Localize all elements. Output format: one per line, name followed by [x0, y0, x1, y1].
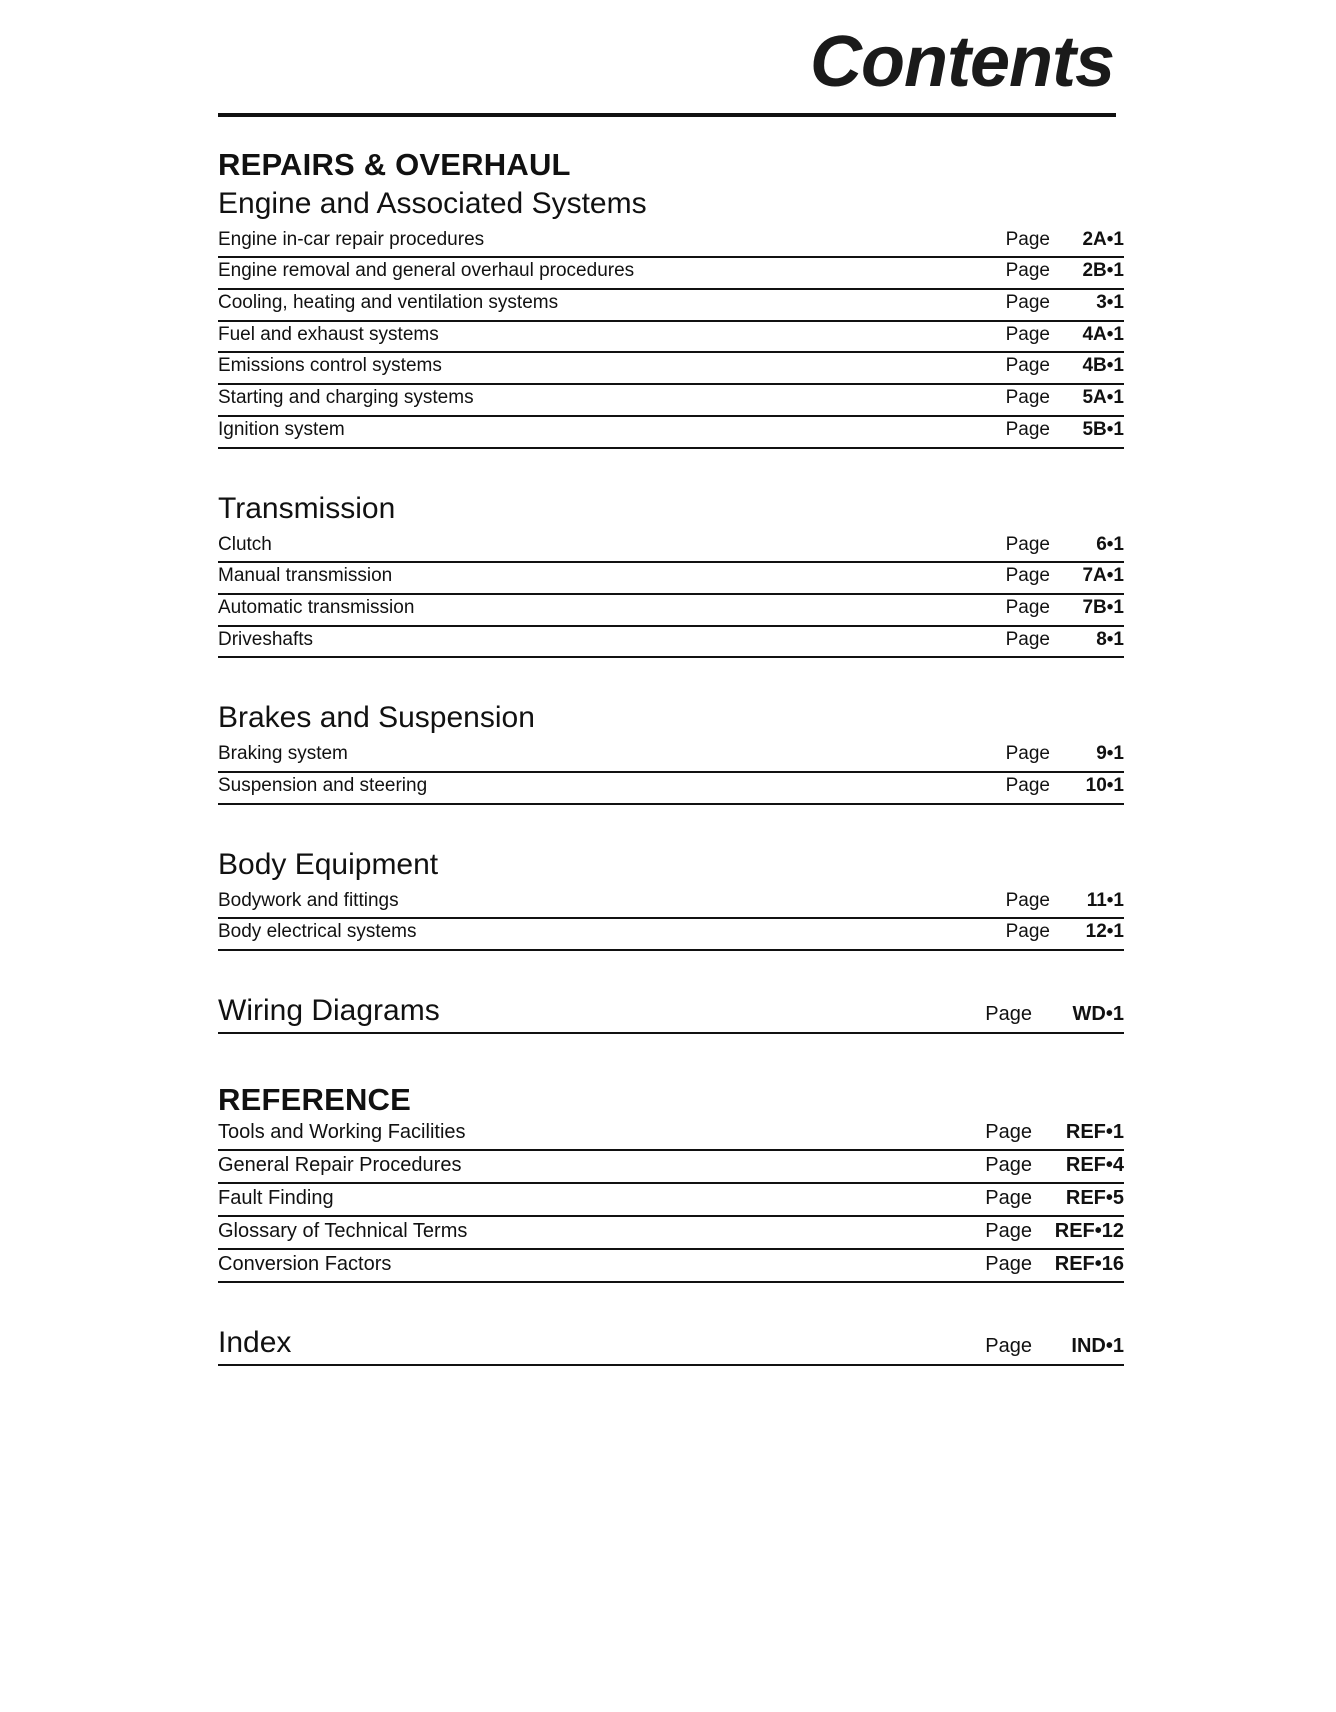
toc-entry-label: Braking system — [218, 743, 348, 765]
section-heading: Transmission — [218, 491, 396, 525]
toc-entry-page-word: Page — [1005, 565, 1050, 587]
toc-entry-page-word: Page — [985, 1153, 1032, 1176]
toc-entry[interactable] — [218, 1217, 1124, 1250]
toc-entry-page-ref: 6•1 — [1096, 533, 1124, 555]
toc-entry-page-ref: 11•1 — [1086, 889, 1124, 911]
toc-entry-label: Engine removal and general overhaul procedures — [218, 260, 635, 282]
toc-entry-page-ref: 4B•1 — [1082, 355, 1124, 377]
toc-entry-label: Automatic transmission — [218, 596, 415, 618]
group-heading: REPAIRS & OVERHAUL — [218, 147, 571, 182]
toc-entry[interactable] — [218, 1325, 1124, 1366]
toc-entry[interactable] — [218, 919, 1124, 951]
section-heading: Index — [218, 1325, 292, 1359]
toc-entry-page-word: Page — [985, 1219, 1032, 1242]
toc-entry[interactable] — [218, 627, 1124, 659]
toc-entry[interactable] — [218, 258, 1124, 290]
toc-entry-page-ref: 7B•1 — [1082, 596, 1124, 618]
toc-entry-page-ref: REF•5 — [1065, 1186, 1124, 1209]
toc-entry-page-ref: 12•1 — [1085, 921, 1124, 943]
toc-entry-label: Suspension and steering — [218, 774, 428, 796]
section-body-equipment — [218, 847, 1124, 951]
page-title: Contents — [810, 22, 1114, 102]
toc-entry-label: Manual transmission — [218, 565, 393, 587]
toc-entry[interactable] — [218, 532, 1124, 564]
toc-entry[interactable] — [218, 595, 1124, 627]
toc-entry-label: Driveshafts — [218, 628, 314, 650]
toc-entry-page-ref: 10•1 — [1085, 774, 1124, 796]
section-transmission — [218, 491, 1124, 659]
group-reference — [218, 1083, 1124, 1283]
toc-entry[interactable] — [218, 227, 1124, 259]
toc-entry-page-ref: 3•1 — [1096, 292, 1124, 314]
masthead-divider — [218, 113, 1116, 117]
toc-entry-page-word: Page — [1005, 228, 1050, 250]
reference-entry-list — [218, 1118, 1124, 1283]
toc-entry-page-word: Page — [985, 1120, 1032, 1143]
toc-entry-page-ref: 7A•1 — [1082, 565, 1124, 587]
toc-entry-page-word: Page — [1005, 323, 1050, 345]
toc-entry-label: Emissions control systems — [218, 355, 442, 377]
toc-entry[interactable] — [218, 993, 1124, 1034]
toc-entry-label: Glossary of Technical Terms — [218, 1219, 468, 1242]
toc-entry-label: Engine in-car repair procedures — [218, 228, 485, 250]
toc-entry-page-ref: 9•1 — [1096, 743, 1124, 765]
toc-entry-label: Ignition system — [218, 418, 345, 440]
group-repairs-overhaul — [218, 148, 1124, 1034]
toc-entry[interactable] — [218, 1250, 1124, 1283]
toc-entry-page-word: Page — [1005, 628, 1050, 650]
section-engine-and-associated-systems — [218, 186, 1124, 449]
toc-entry[interactable] — [218, 563, 1124, 595]
toc-entry[interactable] — [218, 353, 1124, 385]
section-wiring-diagrams — [218, 993, 1124, 1034]
toc-entry-label: Cooling, heating and ventilation systems — [218, 292, 559, 314]
toc-entry-page-ref: 4A•1 — [1082, 323, 1124, 345]
toc-entry[interactable] — [218, 1151, 1124, 1184]
toc-entry-label: General Repair Procedures — [218, 1153, 462, 1176]
toc-entry-label: Bodywork and fittings — [218, 889, 399, 911]
section-index — [218, 1325, 1124, 1366]
section-heading: Wiring Diagrams — [218, 994, 440, 1028]
toc-entry-page-ref: WD•1 — [1072, 1003, 1124, 1026]
section-heading: Brakes and Suspension — [218, 701, 535, 735]
section-heading: Body Equipment — [218, 847, 439, 881]
toc-entry-page-word: Page — [1005, 418, 1050, 440]
toc-entry[interactable] — [218, 741, 1124, 773]
toc-entry-page-ref: REF•12 — [1054, 1219, 1124, 1242]
toc-entry-page-word: Page — [985, 1003, 1032, 1026]
toc-entry-page-word: Page — [1005, 387, 1050, 409]
toc-entry-page-word: Page — [1005, 743, 1050, 765]
toc-entry-page-ref: IND•1 — [1071, 1334, 1124, 1357]
toc-entry-page-ref: 8•1 — [1096, 628, 1124, 650]
toc-entry-label: Clutch — [218, 533, 272, 555]
toc-entry[interactable] — [218, 1118, 1124, 1151]
toc-entry-page-word: Page — [1005, 889, 1050, 911]
toc-entry[interactable] — [218, 888, 1124, 920]
masthead — [218, 22, 1116, 117]
toc-entry-page-ref: REF•4 — [1065, 1153, 1124, 1176]
toc-entry-page-word: Page — [1005, 260, 1050, 282]
toc-entry-page-word: Page — [1005, 596, 1050, 618]
toc-entry-page-word: Page — [1005, 292, 1050, 314]
toc-entry-page-ref: 2B•1 — [1082, 260, 1124, 282]
toc-entry[interactable] — [218, 773, 1124, 805]
toc-entry[interactable] — [218, 417, 1124, 449]
toc-entry-label: Conversion Factors — [218, 1252, 392, 1275]
toc-entry[interactable] — [218, 1184, 1124, 1217]
group-heading: REFERENCE — [218, 1082, 411, 1118]
toc-entry-page-word: Page — [1005, 774, 1050, 796]
section-brakes-and-suspension — [218, 700, 1124, 804]
toc-entry-label: Body electrical systems — [218, 921, 417, 943]
toc-entry-label: Tools and Working Facilities — [218, 1120, 466, 1143]
toc-entry-page-ref: 5A•1 — [1082, 387, 1124, 409]
toc-entry-label: Fault Finding — [218, 1186, 334, 1209]
toc-entry-page-ref: 5B•1 — [1082, 418, 1124, 440]
toc-entry-page-word: Page — [1005, 921, 1050, 943]
toc-entry-page-ref: REF•1 — [1065, 1120, 1124, 1143]
toc-entry[interactable] — [218, 290, 1124, 322]
toc-entry[interactable] — [218, 385, 1124, 417]
toc-entry-page-word: Page — [985, 1334, 1032, 1357]
toc-entry-label: Starting and charging systems — [218, 387, 474, 409]
toc-entry-page-word: Page — [985, 1186, 1032, 1209]
toc-entry-page-word: Page — [985, 1252, 1032, 1275]
toc-entry-page-ref: 2A•1 — [1082, 228, 1124, 250]
contents-body — [218, 148, 1124, 1366]
toc-entry[interactable] — [218, 322, 1124, 354]
toc-entry-page-word: Page — [1005, 533, 1050, 555]
toc-entry-page-ref: REF•16 — [1054, 1252, 1124, 1275]
section-heading: Engine and Associated Systems — [218, 186, 647, 220]
toc-entry-page-word: Page — [1005, 355, 1050, 377]
toc-entry-label: Fuel and exhaust systems — [218, 323, 439, 345]
